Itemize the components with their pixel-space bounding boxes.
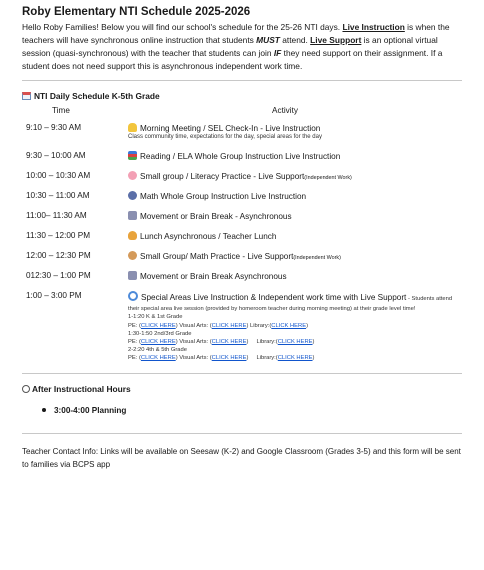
after-hours-heading-text: After Instructional Hours bbox=[32, 383, 131, 394]
row-time: 11:00– 11:30 AM bbox=[26, 211, 87, 220]
divider bbox=[22, 373, 462, 374]
divide-icon bbox=[128, 191, 137, 200]
paren: ) bbox=[175, 322, 178, 329]
intro-paragraph bbox=[22, 21, 462, 73]
col-time: Time bbox=[52, 106, 70, 115]
grade-time-23: 1:30-1:50 2nd/3rd Grade bbox=[128, 330, 192, 337]
dice-icon bbox=[128, 211, 137, 220]
paren: ) bbox=[312, 339, 315, 346]
row-time: 10:00 – 10:30 AM bbox=[26, 171, 91, 180]
pe-link[interactable]: CLICK HERE bbox=[140, 339, 176, 346]
contact-info: Teacher Contact Info: Links will be available on Seesaw (K-2) and Google Classroom (Grades 3-5) and this form will be sent to families via BCPS app bbox=[22, 446, 461, 469]
library-label: Library:( bbox=[248, 355, 278, 362]
table-header bbox=[22, 101, 462, 123]
paren: ) bbox=[175, 339, 178, 346]
after-hours-heading bbox=[22, 384, 462, 394]
row-subtext: Class community time, expectations for the day, special areas for the day bbox=[128, 134, 322, 140]
bullet-icon bbox=[42, 408, 46, 412]
pe-label: PE: ( bbox=[128, 355, 141, 362]
visual-arts-link[interactable]: CLICK HERE bbox=[211, 322, 247, 329]
paren: ) bbox=[312, 355, 315, 362]
visual-arts-label: Visual Arts: ( bbox=[177, 322, 212, 329]
intro-text-3: attend. bbox=[279, 35, 311, 45]
table-row bbox=[22, 251, 462, 271]
books-icon bbox=[128, 151, 137, 160]
row-note: (Independent Work) bbox=[293, 255, 341, 261]
schedule-table bbox=[22, 101, 462, 373]
library-link[interactable]: CLICK HERE bbox=[277, 339, 313, 346]
intro-text-4: is an optional virtual session (quasi-synchronous) with the teacher that students can join bbox=[22, 35, 438, 58]
table-row bbox=[22, 123, 462, 151]
row-activity: Small group / Literacy Practice - Live Support bbox=[140, 172, 305, 181]
schedule-heading-text: NTI Daily Schedule K-5th Grade bbox=[34, 91, 160, 101]
paren: ) bbox=[246, 339, 249, 346]
brain-icon bbox=[128, 171, 137, 180]
if-emphasis: IF bbox=[273, 48, 282, 58]
links-line-23 bbox=[128, 338, 462, 346]
pe-label: PE: ( bbox=[128, 339, 141, 346]
intro-text-1: Hello Roby Families! Below you will find our school's schedule for the 25-26 NTI days. bbox=[22, 22, 343, 32]
row-time: 11:30 – 12:00 PM bbox=[26, 231, 91, 240]
list-item bbox=[42, 406, 462, 415]
row-activity: Math Whole Group Instruction Live Instruction bbox=[140, 192, 307, 201]
row-activity: Lunch Asynchronous / Teacher Lunch bbox=[140, 232, 277, 241]
stopwatch-icon bbox=[22, 385, 30, 393]
table-row bbox=[22, 231, 462, 251]
row-time: 10:30 – 11:00 AM bbox=[26, 191, 90, 200]
paren: ) bbox=[306, 322, 309, 329]
search-icon bbox=[128, 291, 138, 301]
library-label: Library:( bbox=[250, 322, 272, 329]
row-time: 012:30 – 1:00 PM bbox=[26, 271, 91, 280]
paren: ) bbox=[246, 322, 249, 329]
row-time: 1:00 – 3:00 PM bbox=[26, 291, 82, 300]
row-activity: Movement or Brain Break Asynchronous bbox=[140, 272, 287, 281]
intro-text-2: is when the teachers will have synchronous online instruction that students bbox=[22, 22, 450, 45]
calendar-icon bbox=[22, 92, 31, 100]
paren: ) bbox=[246, 355, 249, 362]
table-row bbox=[22, 211, 462, 231]
row-activity: Small Group/ Math Practice - Live Support bbox=[140, 252, 294, 261]
visual-arts-link[interactable]: CLICK HERE bbox=[211, 355, 247, 362]
planning-text: 3:00-4:00 Planning bbox=[54, 405, 127, 415]
page-title: Roby Elementary NTI Schedule 2025-2026 bbox=[22, 6, 251, 18]
grade-time-45: 2-2:20 4th & 5th Grade bbox=[128, 347, 187, 354]
bell-icon bbox=[128, 123, 137, 132]
table-row bbox=[22, 171, 462, 191]
row-activity: Movement or Brain Break - Asynchronous bbox=[140, 212, 292, 221]
teacher-icon bbox=[128, 251, 137, 260]
lunch-icon bbox=[128, 231, 137, 240]
live-support-term: Live Support bbox=[310, 35, 362, 45]
row-activity: Morning Meeting / SEL Check-In - Live Instruction bbox=[140, 124, 321, 133]
visual-arts-link[interactable]: CLICK HERE bbox=[211, 339, 247, 346]
row-subtext: - Students attend their special area live session (provided by homeroom teacher during morning meeting) at their grade level time! bbox=[128, 296, 453, 313]
intro-text-5: they need support on their assignment. If a student does not need support this is asynchronous independent work time. bbox=[22, 48, 443, 71]
visual-arts-label: Visual Arts: ( bbox=[177, 339, 212, 346]
table-row bbox=[22, 191, 462, 211]
table-row-special-areas bbox=[22, 291, 462, 373]
row-activity: Reading / ELA Whole Group Instruction Live Instruction bbox=[140, 152, 341, 161]
library-link[interactable]: CLICK HERE bbox=[271, 322, 307, 329]
divider bbox=[22, 80, 462, 81]
schedule-heading bbox=[22, 91, 462, 101]
row-time: 9:30 – 10:00 AM bbox=[26, 151, 86, 160]
pe-link[interactable]: CLICK HERE bbox=[140, 355, 176, 362]
table-row bbox=[22, 151, 462, 171]
links-line-45 bbox=[128, 354, 462, 362]
pe-label: PE: ( bbox=[128, 322, 141, 329]
pe-link[interactable]: CLICK HERE bbox=[140, 322, 176, 329]
divider bbox=[22, 433, 462, 434]
col-activity: Activity bbox=[272, 106, 298, 115]
row-activity: Special Areas Live Instruction & Independent work time with Live Support bbox=[141, 293, 407, 302]
paren: ) bbox=[175, 355, 178, 362]
live-instruction-term: Live Instruction bbox=[342, 22, 405, 32]
library-link[interactable]: CLICK HERE bbox=[277, 355, 313, 362]
library-label: Library:( bbox=[248, 339, 278, 346]
must-emphasis: MUST bbox=[256, 35, 280, 45]
grade-time-k1: 1-1:20 K & 1st Grade bbox=[128, 314, 183, 321]
row-time: 12:00 – 12:30 PM bbox=[26, 251, 91, 260]
links-line-k1 bbox=[128, 322, 462, 330]
dice-icon bbox=[128, 271, 137, 280]
row-note: (Independent Work) bbox=[304, 175, 352, 181]
table-row bbox=[22, 271, 462, 291]
visual-arts-label: Visual Arts: ( bbox=[177, 355, 212, 362]
row-time: 9:10 – 9:30 AM bbox=[26, 123, 82, 132]
